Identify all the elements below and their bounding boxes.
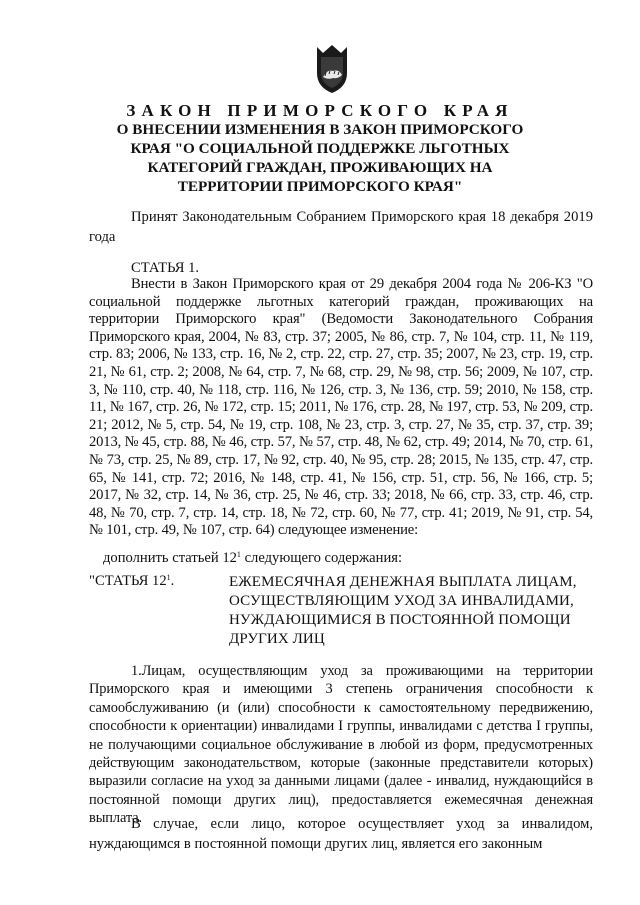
article-1-label: СТАТЬЯ 1. (131, 260, 200, 276)
superscript: 1 (166, 573, 171, 582)
article-12-1-title: ЕЖЕМЕСЯЧНАЯ ДЕНЕЖНАЯ ВЫПЛАТА ЛИЦАМ, ОСУЩЕСТВЛЯЮЩИМ УХОД ЗА ИНВАЛИДАМИ, НУЖДАЮЩИМИСЯ В ПОСТОЯННОЙ ПОМОЩИ ДРУГИХ ЛИЦ (229, 574, 577, 647)
law-subtitle: О ВНЕСЕНИИ ИЗМЕНЕНИЯ В ЗАКОН ПРИМОРСКОГО КРАЯ "О СОЦИАЛЬНОЙ ПОДДЕРЖКЕ ЛЬГОТНЫХ КАТЕГОРИЙ ГРАЖДАН, ПРОЖИВАЮЩИХ НА ТЕРРИТОРИИ ПРИМОРСКОГО КРАЯ" (116, 121, 524, 195)
add-line-text-end: следующего содержания: (240, 550, 403, 566)
article-1-body: Внести в Закон Приморского края от 29 декабря 2004 года № 206-КЗ "О социальной поддержке льготных категорий граждан, проживающих на территории Приморского края" (Ведомости Законодательного Собрания Приморского края, 2004, № 83, стр. 37; 2005, № 86, стр. 7, № 104, стр. 11, № 119, стр. 83; 2006, № 133, стр. 16, № 2, стр. 22, стр. 27, стр. 35; 2007, № 23, стр. 19, стр. 21, № 61, стр. 2; 2008, № 64, стр. 7, № 68, стр. 29, № 98, стр. 56; 2009, № 107, стр. 3, № 110, стр. 40, № 118, стр. 116, № 126, стр. 3, № 136, стр. 59; 2010, № 158, стр. 11, № 167, стр. 26, № 172, стр. 15; 2011, № 176, стр. 28, № 197, стр. 53, № 209, стр. 21; 2012, № 5, стр. 54, № 19, стр. 108, № 23, стр. 3, стр. 27, № 35, стр. 37, стр. 39; 2013, № 45, стр. 88, № 46, стр. 57, № 57, стр. 48, № 62, стр. 49; 2014, № 70, стр. 61, № 73, стр. 25, № 89, стр. 17, № 92, стр. 40, № 95, стр. 28; 2015, № 135, стр. 47, стр. 65, № 141, стр. 72; 2016, № 148, стр. 41, № 156, стр. 51, стр. 56, № 166, стр. 5; 2017, № 32, стр. 14, № 36, стр. 25, № 46, стр. 33; 2018, № 66, стр. 33, стр. 46, стр. 48, № 70, стр. 7, стр. 14, стр. 18, № 72, стр. 60, № 77, стр. 41; 2019, № 91, стр. 54, № 101, стр. 49, № 107, стр. 64) следующее изменение: (89, 276, 593, 539)
paragraph-2: В случае, если лицо, которое осуществляет уход за инвалидом, нуждающимся в постоянной помощи других лиц, является его законным (89, 816, 593, 852)
adoption-note: Принят Законодательным Собранием Приморского края 18 декабря 2019 года (89, 209, 593, 245)
add-article-line (103, 550, 402, 567)
article-12-label-text: "СТАТЬЯ 12 (89, 573, 167, 589)
article-12-label-dot: . (170, 573, 175, 589)
law-title: ЗАКОН ПРИМОРСКОГО КРАЯ (126, 101, 514, 120)
coat-of-arms-icon (311, 43, 353, 95)
add-line-text: дополнить статьей 12 (103, 550, 237, 566)
article-12-1-label (89, 573, 174, 590)
paragraph-1: 1.Лицам, осуществляющим уход за проживающими на территории Приморского края и имеющими 3 степень ограничения способности к самообслуживанию (и (или) способности к самостоятельному передвижению, способности к ориентации) инвалидами I группы, инвалидами с детства I группы, не получающими социальное обслуживание в любой из форм, предусмотренных действующим законодательством, которые (законные представители которых) выразили согласие на уход за данными лицами (далее - инвалид, нуждающийся в постоянной помощи других лиц), предоставляется ежемесячная денежная выплата. (89, 663, 593, 827)
superscript: 1 (236, 550, 241, 559)
